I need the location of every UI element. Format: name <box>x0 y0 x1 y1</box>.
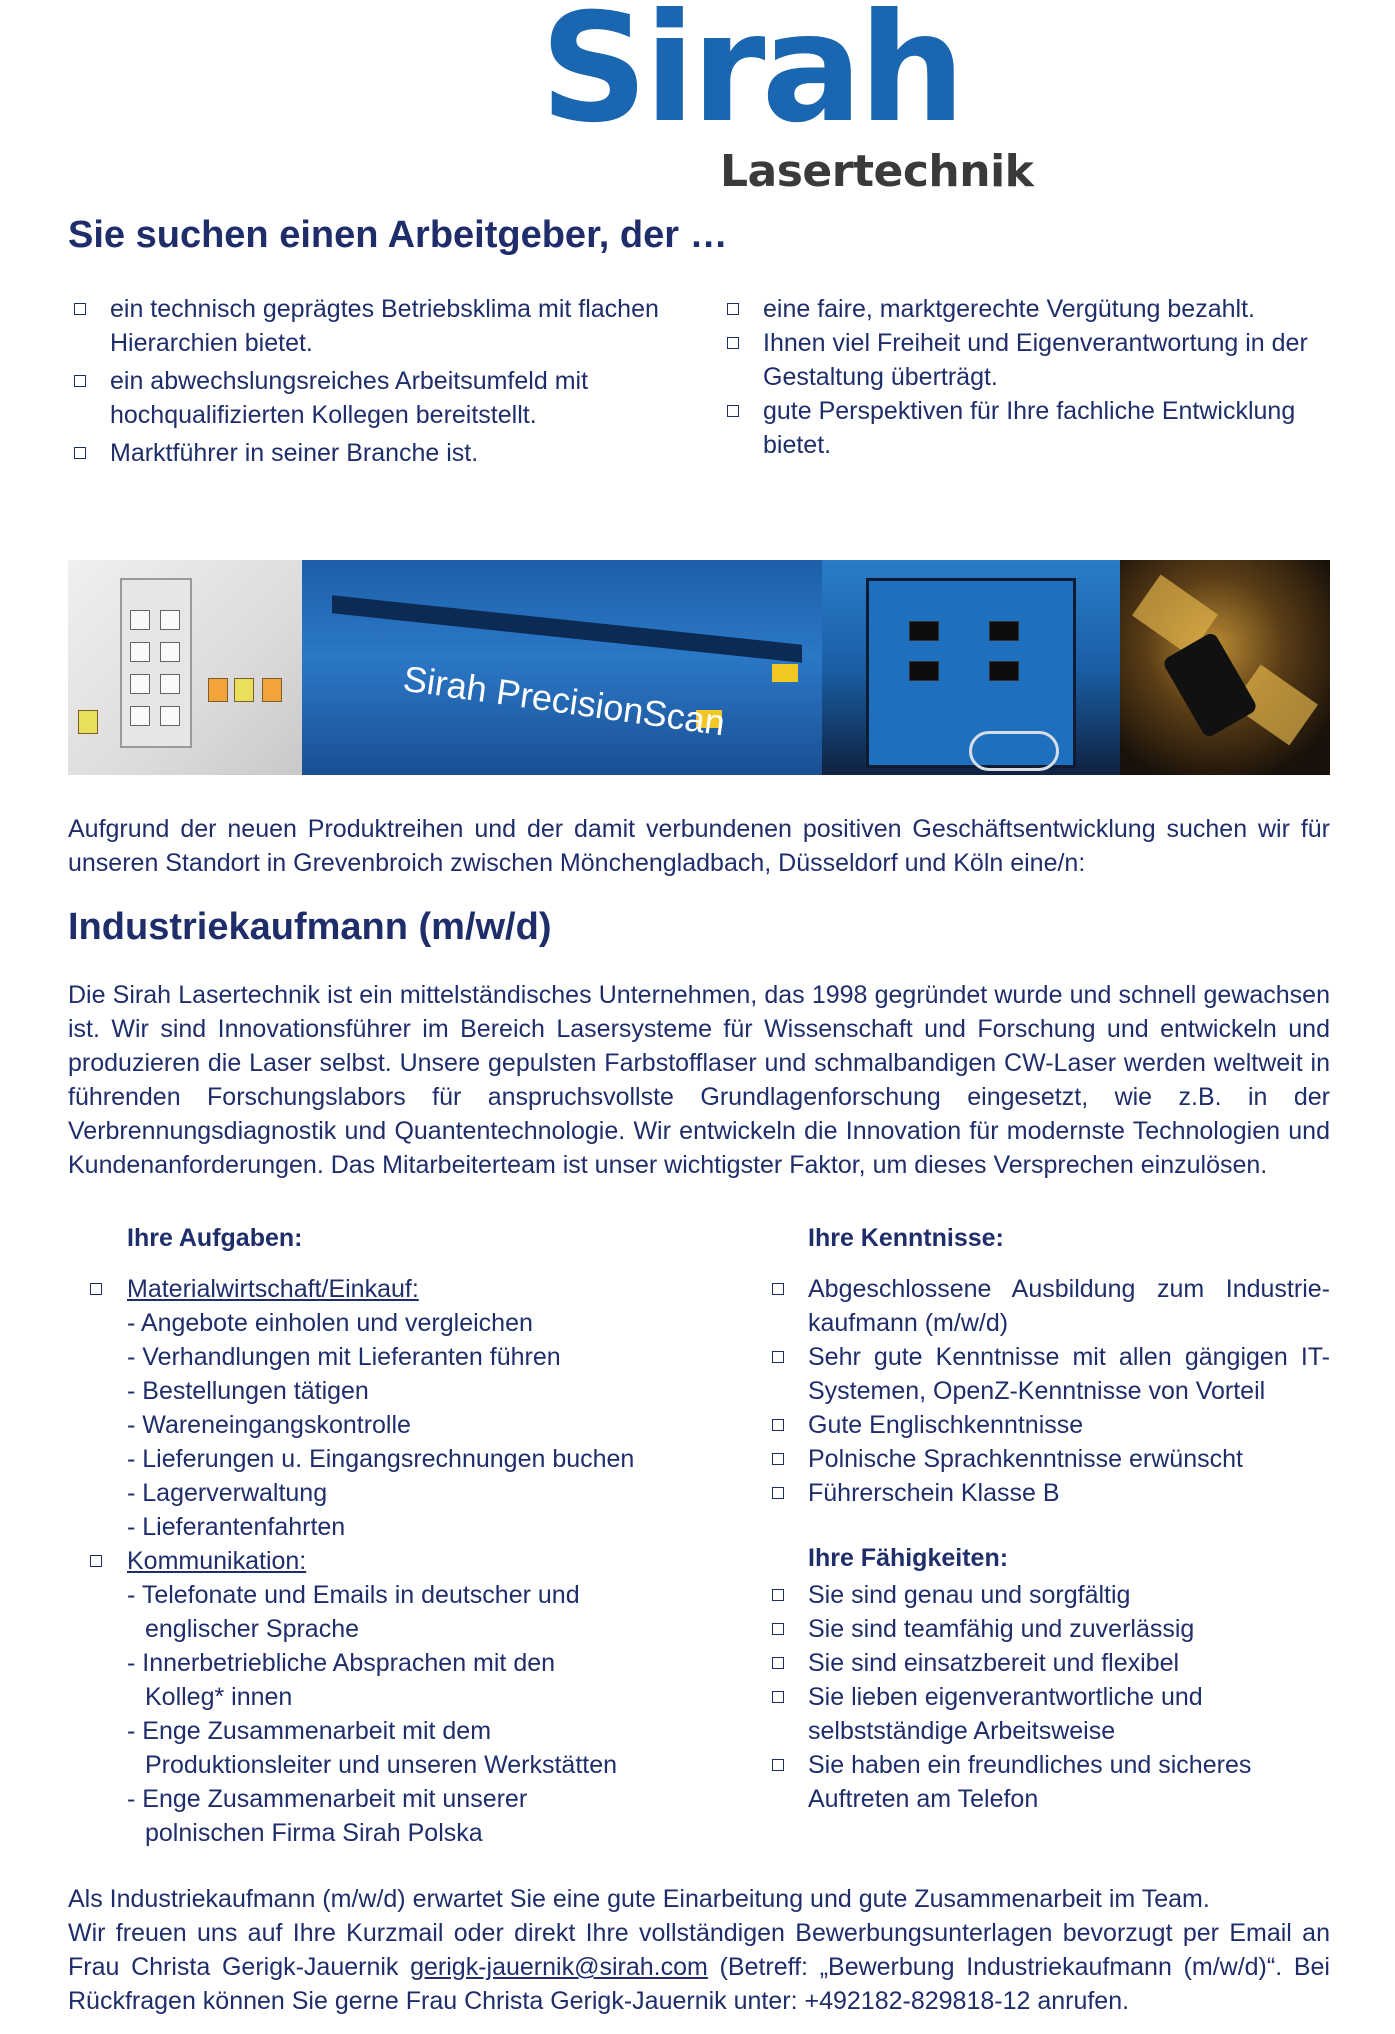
task-item: - Lieferantenfahrten <box>127 1513 346 1541</box>
list-item <box>723 326 1353 394</box>
list-item <box>768 1748 1330 1816</box>
task-item: - Enge Zusammenarbeit mit unserer <box>127 1785 528 1813</box>
closing-text: (Betreff: „Bewerbung Industriekaufmann (m/w/d)“. Bei Rückfragen können Sie gerne Frau Christa Gerigk-Jauernik unter: +492182-829818-12 anrufen. <box>68 1953 1330 2015</box>
optics-photo <box>1120 560 1330 775</box>
checkbox-bullet-icon <box>727 337 739 349</box>
checkbox-bullet-icon <box>772 1283 784 1295</box>
list-item <box>70 436 690 470</box>
product-image-strip <box>68 560 1330 775</box>
job-title: Industriekaufmann (m/w/d) <box>68 906 552 948</box>
list-item-text: Sie sind einsatzbereit und flexibel <box>808 1649 1180 1677</box>
list-item-text: Sehr gute Kenntnisse mit allen gängigen IT-Systemen, OpenZ-Kenntnisse von Vorteil <box>808 1343 1330 1405</box>
closing-text: Wir freuen uns auf Ihre Kurzmail oder direkt Ihre vollständigen Bewerbungsunterlagen bevorzugt per Email an Frau Christa Gerigk-Jauernik <box>68 1919 1330 1981</box>
abilities-list <box>768 1578 1330 1816</box>
list-item-text: Ihnen viel Freiheit und Eigenverantwortung in der Gestaltung überträgt. <box>763 329 1308 391</box>
checkbox-bullet-icon <box>772 1589 784 1601</box>
checkbox-bullet-icon <box>772 1657 784 1669</box>
task-item: - Enge Zusammenarbeit mit dem <box>127 1717 492 1745</box>
list-item-text: Polnische Sprachkenntnisse erwünscht <box>808 1445 1243 1473</box>
logo-subtitle: Lasertechnik <box>720 146 1034 197</box>
list-item-text: Sie sind teamfähig und zuverlässig <box>808 1615 1195 1643</box>
list-item <box>70 292 690 360</box>
list-item <box>768 1340 1330 1408</box>
task-item: - Bestellungen tätigen <box>127 1377 369 1405</box>
list-item-text: ein abwechslungsreiches Arbeitsumfeld mit hochqualifizierten Kollegen bereitstellt. <box>110 367 589 429</box>
checkbox-bullet-icon <box>727 303 739 315</box>
list-item <box>768 1272 1330 1340</box>
intro-paragraph: Aufgrund der neuen Produktreihen und der damit verbundenen positiven Geschäftsentwicklung suchen wir für unseren Standort in Grevenbroich zwischen Mönchengladbach, Düsseldorf und Köln eine/n: <box>68 815 1330 877</box>
list-item-text: Marktführer in seiner Branche ist. <box>110 439 479 467</box>
list-item-text: Sie haben ein freundliches und sicheres Auftreten am Telefon <box>808 1751 1252 1813</box>
company-paragraph: Die Sirah Lasertechnik ist ein mittelständisches Unternehmen, das 1998 gegründet wurde und schnell gewachsen ist. Wir sind Innovationsführer im Bereich Lasersysteme für Wissenschaft und Forschung und entwickeln und produzieren die Laser selbst. Unsere gepulsten Farbstofflaser und schmalbandigen CW-Laser werden weltweit in führenden Forschungslabors für anspruchsvollste Grundlagenforschung eingesetzt, wie z.B. in der Verbrennungsdiagnostik und Quantentechnologie. Wir entwickeln die Innovation für modernste Technologien und Kundenanforderungen. Das Mitarbeiterteam ist unser wichtigster Faktor, um dieses Versprechen einzulösen. <box>68 981 1330 1179</box>
software-ui-photo <box>68 560 302 775</box>
list-item-text: eine faire, marktgerechte Vergütung bezahlt. <box>763 295 1255 323</box>
task-item: - Telefonate und Emails in deutscher und <box>127 1581 580 1609</box>
checkbox-bullet-icon <box>772 1453 784 1465</box>
checkbox-bullet-icon <box>772 1691 784 1703</box>
task-section <box>88 1544 708 1850</box>
checkbox-bullet-icon <box>74 375 86 387</box>
precisionscan-laser-photo <box>302 560 822 775</box>
task-item: - Wareneingangskontrolle <box>127 1411 411 1439</box>
precisionscan-label: Sirah PrecisionScan <box>400 657 728 744</box>
list-item-text: Sie sind genau und sorgfältig <box>808 1581 1131 1609</box>
checkbox-bullet-icon <box>772 1759 784 1771</box>
list-item <box>768 1408 1330 1442</box>
task-item: - Innerbetriebliche Absprachen mit den <box>127 1649 556 1677</box>
abilities-heading: Ihre Fähigkeiten: <box>808 1544 1009 1572</box>
task-item: Produktionsleiter und unseren Werkstätten <box>145 1751 618 1779</box>
checkbox-bullet-icon <box>90 1555 102 1567</box>
sirah-logo <box>540 0 1034 197</box>
task-item: englischer Sprache <box>145 1615 360 1643</box>
checkbox-bullet-icon <box>90 1283 102 1295</box>
list-item <box>70 364 690 432</box>
tasks-list <box>88 1272 708 1850</box>
intro-list-left <box>70 292 690 470</box>
list-item-text: Führerschein Klasse B <box>808 1479 1060 1507</box>
skills-heading: Ihre Kenntnisse: <box>808 1224 1004 1252</box>
logo-word: Sirah <box>540 0 962 156</box>
closing-paragraph <box>68 1882 1330 2018</box>
list-item-text: gute Perspektiven für Ihre fachliche Entwicklung bietet. <box>763 397 1296 459</box>
list-item <box>768 1442 1330 1476</box>
checkbox-bullet-icon <box>772 1623 784 1635</box>
skills-list <box>768 1272 1330 1510</box>
checkbox-bullet-icon <box>727 405 739 417</box>
task-item: - Verhandlungen mit Lieferanten führen <box>127 1343 561 1371</box>
task-item: polnischen Firma Sirah Polska <box>145 1819 483 1847</box>
list-item <box>723 394 1353 462</box>
list-item <box>768 1476 1330 1510</box>
task-item: Kolleg* innen <box>145 1683 293 1711</box>
task-item: - Angebote einholen und vergleichen <box>127 1309 533 1337</box>
checkbox-bullet-icon <box>772 1351 784 1363</box>
list-item-text: Sie lieben eigenverantwortliche und selbstständige Arbeitsweise <box>808 1683 1203 1745</box>
task-item: - Lieferungen u. Eingangsrechnungen buchen <box>127 1445 635 1473</box>
list-item-text: ein technisch geprägtes Betriebsklima mit flachen Hierarchien bietet. <box>110 295 659 357</box>
closing-line: Als Industriekaufmann (m/w/d) erwartet Sie eine gute Einarbeitung und gute Zusammenarbeit im Team. <box>68 1885 1210 1913</box>
list-item <box>768 1680 1330 1748</box>
task-section-title: Materialwirtschaft/Einkauf: <box>127 1275 419 1303</box>
tasks-heading: Ihre Aufgaben: <box>127 1224 303 1252</box>
list-item <box>723 292 1353 326</box>
list-item <box>768 1646 1330 1680</box>
intro-list-right <box>723 292 1353 462</box>
task-section-title: Kommunikation: <box>127 1547 307 1575</box>
list-item-text: Gute Englischkenntnisse <box>808 1411 1084 1439</box>
checkbox-bullet-icon <box>74 447 86 459</box>
intro-heading: Sie suchen einen Arbeitgeber, der … <box>68 214 728 256</box>
checkbox-bullet-icon <box>74 303 86 315</box>
laser-unit-photo <box>822 560 1120 775</box>
list-item <box>768 1612 1330 1646</box>
email-link[interactable]: gerigk-jauernik@sirah.com <box>410 1953 708 1981</box>
checkbox-bullet-icon <box>772 1419 784 1431</box>
list-item <box>768 1578 1330 1612</box>
task-section <box>88 1272 708 1544</box>
tool-panel <box>120 578 192 748</box>
checkbox-bullet-icon <box>772 1487 784 1499</box>
task-item: - Lagerverwaltung <box>127 1479 328 1507</box>
list-item-text: Abgeschlossene Ausbildung zum Industrie-kaufmann (m/w/d) <box>808 1275 1330 1337</box>
